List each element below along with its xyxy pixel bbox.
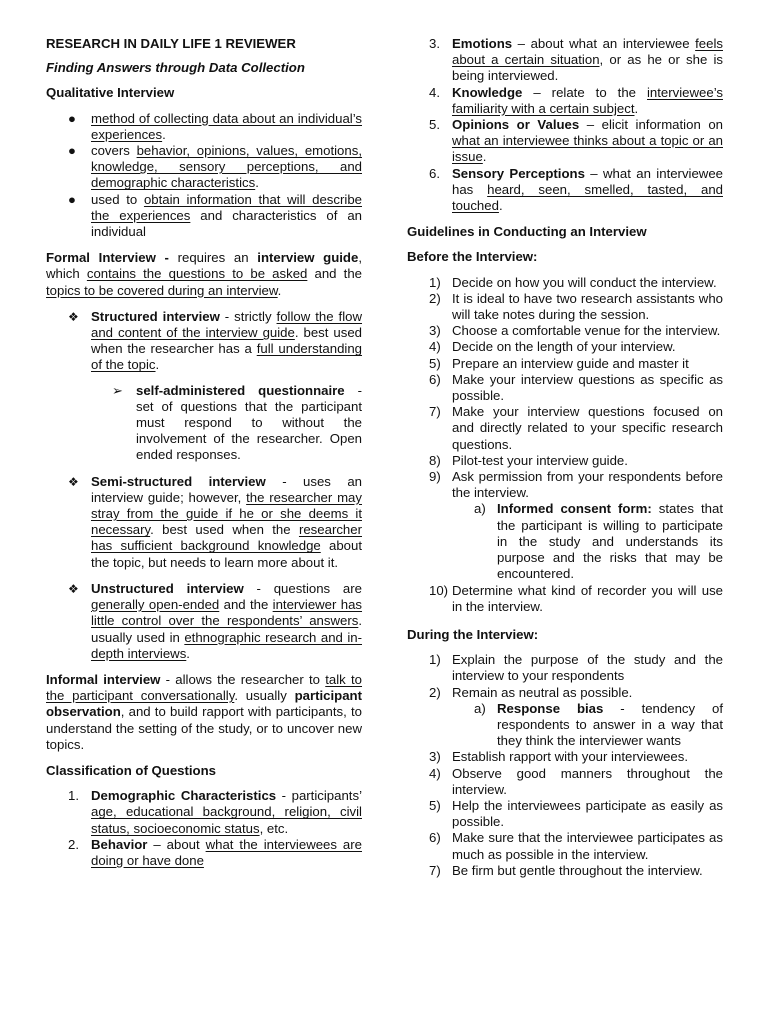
bullet-text: and characteristics of an individual xyxy=(91,207,363,240)
semi-structured-label: Semi-structured interview xyxy=(91,473,266,489)
before-item: 1) Decide on how you will conduct the interview. xyxy=(429,274,717,290)
classification-item-6: 6. Sensory Perceptions – what an interviewee has heard, seen, smelled, tasted, and touched. xyxy=(429,165,724,214)
list-number: 3. xyxy=(429,36,440,51)
bullet-text: covers xyxy=(91,143,137,159)
document-subtitle: Finding Answers through Data Collection xyxy=(46,60,305,76)
left-column xyxy=(46,36,362,869)
guidelines-heading: Guidelines in Conducting an Interview xyxy=(407,224,647,240)
right-column xyxy=(407,36,723,879)
list-number: 1. xyxy=(68,788,79,804)
before-interview-heading: Before the Interview: xyxy=(407,249,538,265)
during-item: 4) Observe good manners throughout the interview. xyxy=(429,765,723,797)
interview-guide-term: interview guide xyxy=(257,250,359,266)
classification-item-5: 5. Opinions or Values – elicit information on what an interviewee thinks about a topic or an issue. xyxy=(429,117,723,165)
during-item: 6) Make sure that the interviewee participates as much as possible in the interview. xyxy=(429,830,723,862)
classification-item-3: 3. Emotions – about what an interviewee feels about a certain situation, or as he or she is being interviewed. xyxy=(429,36,724,84)
informal-interview-paragraph: Informal interview - allows the researcher to talk to the participant conversationally. usually participant observation, and to build rapport with participants, to understand the setting of the study, or to uncover new topics. xyxy=(46,671,363,752)
structured-interview-item: ❖ Structured interview - strictly follow the flow and content of the interview guide. best used when the researcher has a full understanding of the topic. xyxy=(68,308,363,373)
informed-consent-item: a) Informed consent form: states that the participant is willing to participate in the study and understands its purpose and the risks that may be encountered. xyxy=(474,501,724,582)
diamond-bullet-icon: ❖ xyxy=(68,309,79,324)
bullet-text: . xyxy=(162,126,166,142)
response-bias-item: a) Response bias - tendency of respondents to answer in a way that they think the interviewer wants xyxy=(474,700,723,749)
before-item: 4) Decide on the length of your interview. xyxy=(429,339,676,355)
formal-interview-label: Formal Interview - xyxy=(46,250,169,266)
before-interview-list xyxy=(407,275,723,502)
semi-structured-interview-item: ❖ Semi-structured interview - uses an interview guide; however, the researcher may stray from the guide if he or she deems it necessary. best used when the researcher has sufficient background knowledge about the topic, but needs to learn more about it. xyxy=(68,473,363,570)
during-item: 2) Remain as neutral as possible. xyxy=(429,684,633,700)
before-item: 8) Pilot-test your interview guide. xyxy=(429,452,628,468)
qualitative-bullet-2 xyxy=(46,143,362,192)
diamond-bullet-icon: ❖ xyxy=(68,581,79,596)
classification-item-4: 4. Knowledge – relate to the interviewee’s familiarity with a certain subject. xyxy=(429,84,723,116)
during-interview-heading: During the Interview: xyxy=(407,626,539,642)
list-number: 2. xyxy=(68,836,79,852)
informal-interview-label: Informal interview xyxy=(46,671,161,687)
qualitative-bullet-3 xyxy=(46,192,362,241)
informed-consent-label: Informed consent form: xyxy=(497,501,652,517)
self-administered-questionnaire-item: ➢ self-administered questionnaire - set of questions that the participant must respond to without the involvement of the researcher. Open ended responses. xyxy=(112,382,363,463)
structured-interview-label: Structured interview xyxy=(91,308,220,324)
before-item: 2) It is ideal to have two research assistants who will take notes during the session. xyxy=(429,290,723,323)
before-item: 5) Prepare an interview guide and master it xyxy=(429,355,689,371)
document-title: RESEARCH IN DAILY LIFE 1 REVIEWER xyxy=(46,36,296,51)
qualitative-interview-heading: Qualitative Interview xyxy=(46,85,175,101)
during-item: 3) Establish rapport with your interviewees. xyxy=(429,749,689,765)
list-number: 5. xyxy=(429,117,440,133)
bullet-dot-icon: ● xyxy=(68,143,76,159)
unstructured-interview-item: ❖ Unstructured interview - questions are generally open-ended and the interviewer has little control over the respondents’ answers. usually used in ethnographic research and in-depth interviews. xyxy=(68,580,363,661)
response-bias-label: Response bias xyxy=(497,700,604,716)
bullet-dot-icon: ● xyxy=(68,110,76,126)
bullet-text: . xyxy=(255,175,259,191)
list-number: 4. xyxy=(429,84,440,100)
before-item: 9) Ask permission from your respondents before the interview. xyxy=(429,469,723,501)
classification-item-2: 2. Behavior – about what the interviewees are doing or have done xyxy=(68,836,362,868)
during-item: 7) Be firm but gentle throughout the interview. xyxy=(429,862,703,878)
bullet-text-underlined: obtain information that will describe the experiences xyxy=(91,191,362,223)
classification-heading: Classification of Questions xyxy=(46,762,217,778)
list-number: 6. xyxy=(429,165,440,181)
before-item: 6) Make your interview questions as specific as possible. xyxy=(429,371,723,404)
arrow-bullet-icon: ➢ xyxy=(112,382,123,398)
bullet-text: used to xyxy=(91,191,144,207)
qualitative-bullet-1 xyxy=(46,111,362,143)
formal-interview-paragraph: Formal Interview - requires an interview guide, which contains the questions to be asked and the topics to be covered during an interview. xyxy=(46,250,362,298)
before-item-10: 10) Determine what kind of recorder you will use in the interview. xyxy=(429,582,723,614)
bullet-dot-icon: ● xyxy=(68,191,76,207)
classification-item-1: 1. Demographic Characteristics - participants’ age, educational background, religion, civil status, socioeconomic status, etc. xyxy=(68,788,362,836)
unstructured-label: Unstructured interview xyxy=(91,580,244,596)
before-item: 3) Choose a comfortable venue for the interview. xyxy=(429,323,721,339)
saq-label: self-administered questionnaire xyxy=(136,382,345,398)
bullet-text-underlined: behavior, opinions, values, emotions, knowledge, sensory perceptions, and demographic characteristics xyxy=(91,143,362,191)
bullet-text-underlined: method of collecting data about an individual’s experiences xyxy=(91,110,362,142)
during-item: 5) Help the interviewees participate as easily as possible. xyxy=(429,797,723,830)
during-item: 1) Explain the purpose of the study and the interview to your respondents xyxy=(429,652,723,684)
diamond-bullet-icon: ❖ xyxy=(68,474,79,489)
before-item: 7) Make your interview questions focused on and directly related to your specific research questions. xyxy=(429,404,723,452)
